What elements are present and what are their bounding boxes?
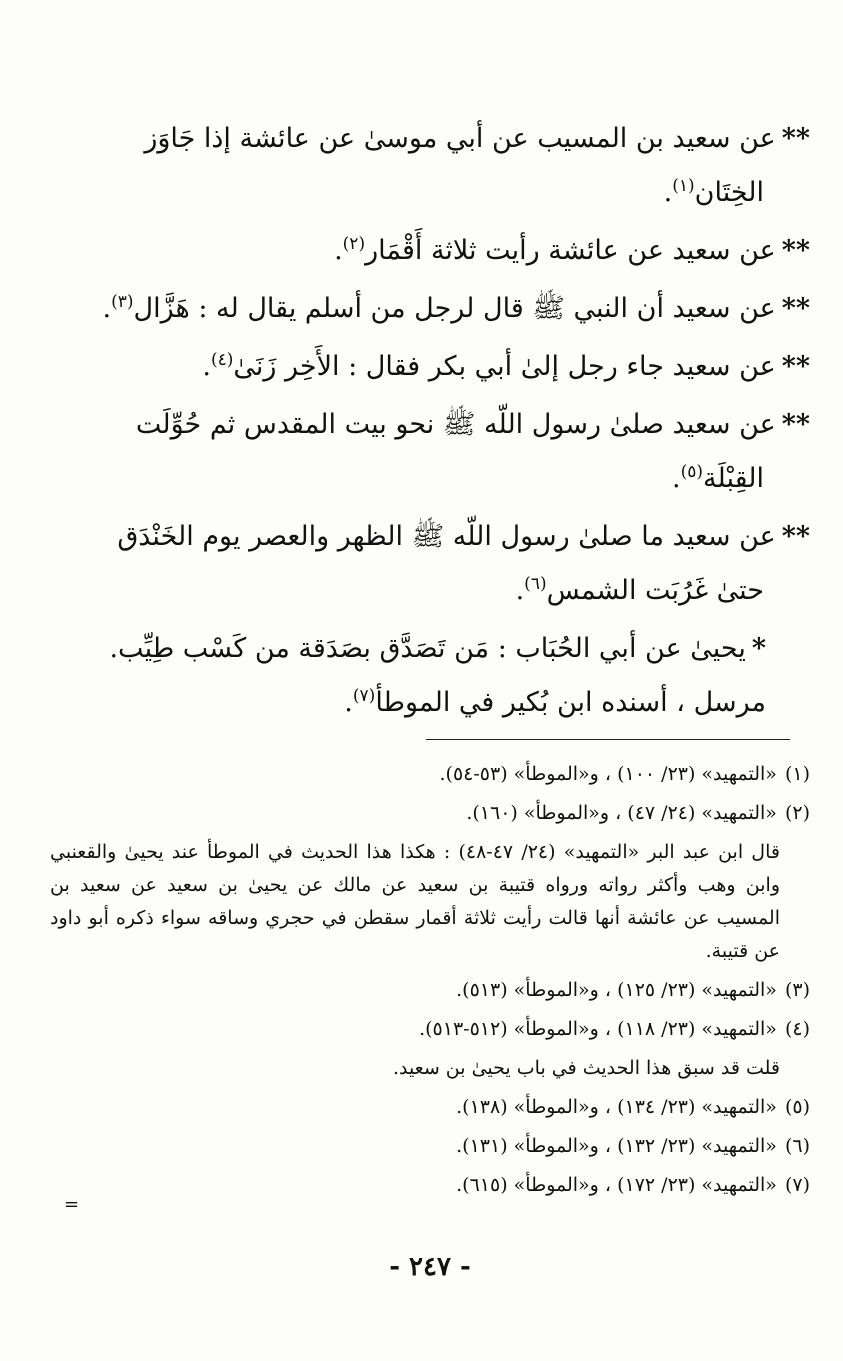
page-number: - ٢٤٧ - bbox=[389, 1252, 471, 1282]
footnote-ref[interactable]: (٧) bbox=[352, 686, 376, 706]
continuation-mark: = bbox=[64, 1194, 80, 1215]
footnote bbox=[50, 1169, 810, 1202]
footnote-ref[interactable]: (٣) bbox=[111, 292, 134, 312]
entry-marker: ** bbox=[781, 123, 810, 154]
footnote bbox=[50, 758, 810, 791]
book-page bbox=[50, 112, 810, 1312]
footnote-ref[interactable]: (٦) bbox=[524, 574, 547, 594]
footnote bbox=[50, 797, 810, 830]
hadith-entry bbox=[50, 112, 810, 220]
footnote-number: (٣) bbox=[784, 979, 810, 1001]
footnote-text: «التمهيد» (٢٣/ ١٠٠) ، و«الموطأ» (٥٣-٥٤). bbox=[439, 763, 777, 785]
footnote-number: (٢) bbox=[784, 802, 810, 824]
entry-end: . bbox=[202, 351, 211, 382]
footnotes bbox=[50, 758, 810, 1208]
hadith-entry bbox=[50, 510, 810, 618]
entry-marker: ** bbox=[781, 293, 810, 324]
hadith-entry bbox=[50, 282, 810, 336]
entry-end: . bbox=[334, 235, 343, 266]
footnote-number: (٦) bbox=[784, 1135, 810, 1157]
footnote-text: «التمهيد» (٢٣/ ١٢٥) ، و«الموطأ» (٥١٣). bbox=[456, 979, 777, 1001]
footnote bbox=[50, 1091, 810, 1124]
hadith-entry bbox=[50, 398, 810, 506]
entry-marker: * bbox=[751, 633, 766, 664]
entry-marker: ** bbox=[781, 409, 810, 440]
footnote-number: (٧) bbox=[784, 1174, 810, 1196]
entry-end: . bbox=[672, 463, 681, 494]
entry-marker: ** bbox=[781, 521, 810, 552]
entry-text: عن سعيد ما صلىٰ رسول اللّه ﷺ الظهر والعصر يوم الخَنْدَق bbox=[117, 521, 776, 552]
footnote-commentary: قال ابن عبد البر «التمهيد» (٢٤/ ٤٧-٤٨) : هكذا هذا الحديث في الموطأ عند يحيىٰ والقعنبي وابن وهب وأكثر رواته ورواه قتيبة بن سعيد عن مالك عن يحيىٰ بن سعيد عن سعيد بن المسيب عن عائشة أنها قالت رأيت ثلاثة أقمار سقطن في حجري وساقه سواء ذكره أبو داود عن قتيبة. bbox=[50, 841, 780, 962]
entry-end: . bbox=[663, 177, 673, 208]
footnote-number: (٥) bbox=[784, 1096, 810, 1118]
entry-text-continued: حتىٰ غَرُبَت الشمس bbox=[546, 575, 764, 606]
hadith-entries bbox=[50, 112, 810, 734]
footnote-text: «التمهيد» (٢٣/ ١٣٤) ، و«الموطأ» (١٣٨). bbox=[456, 1096, 777, 1118]
entry-text: عن سعيد عن عائشة رأيت ثلاثة أَقْمَار bbox=[365, 235, 776, 266]
footnote-text: «التمهيد» (٢٣/ ١٧٢) ، و«الموطأ» (٦١٥). bbox=[456, 1174, 777, 1196]
entry-text: عن سعيد جاء رجل إلىٰ أبي بكر فقال : الأَخِر زَنَىٰ bbox=[233, 351, 776, 382]
entry-text-continued: الخِتَان bbox=[694, 177, 764, 208]
hadith-entry bbox=[50, 622, 810, 730]
footnote-ref[interactable]: (١) bbox=[672, 176, 695, 196]
footnote-number: (١) bbox=[784, 763, 810, 785]
hadith-entry bbox=[50, 340, 810, 394]
entry-end: . bbox=[515, 575, 525, 606]
footnote bbox=[50, 1130, 810, 1163]
entry-marker: ** bbox=[781, 235, 810, 266]
footnote bbox=[50, 1013, 810, 1046]
entry-end: . bbox=[344, 687, 353, 718]
footnote-text: «التمهيد» (٢٣/ ١٣٢) ، و«الموطأ» (١٣١). bbox=[456, 1135, 777, 1157]
entry-text: يحيىٰ عن أبي الحُبَاب : مَن تَصَدَّق بصَدَقة من كَسْب طِيِّب. bbox=[109, 633, 746, 664]
footnote-ref[interactable]: (٢) bbox=[342, 234, 366, 254]
entry-text: عن سعيد بن المسيب عن أبي موسىٰ عن عائشة إذا جَاوَز bbox=[144, 123, 776, 154]
entry-text-continued: القِبْلَة bbox=[703, 463, 764, 494]
footnote-divider bbox=[426, 739, 790, 740]
footnote-number: (٤) bbox=[784, 1018, 810, 1040]
footnote-ref[interactable]: (٤) bbox=[210, 350, 234, 370]
footnote bbox=[50, 974, 810, 1007]
footnote-text: «التمهيد» (٢٤/ ٤٧) ، و«الموطأ» (١٦٠). bbox=[466, 802, 777, 824]
footnote-ref[interactable]: (٥) bbox=[680, 462, 704, 482]
entry-marker: ** bbox=[781, 351, 810, 382]
hadith-entry bbox=[50, 224, 810, 278]
entry-text-continued: مرسل ، أسنده ابن بُكير في الموطأ bbox=[375, 687, 766, 718]
entry-text: عن سعيد صلىٰ رسول اللّه ﷺ نحو بيت المقدس ثم حُوِّلَت bbox=[135, 409, 776, 440]
footnote-text: «التمهيد» (٢٣/ ١١٨) ، و«الموطأ» (٥١٢-٥١٣). bbox=[419, 1018, 777, 1040]
entry-text: عن سعيد أن النبي ﷺ قال لرجل من أسلم يقال له : هَزَّال bbox=[133, 293, 776, 324]
entry-end: . bbox=[102, 293, 112, 324]
footnote-commentary: قلت قد سبق هذا الحديث في باب يحيىٰ بن سعيد. bbox=[392, 1057, 780, 1079]
